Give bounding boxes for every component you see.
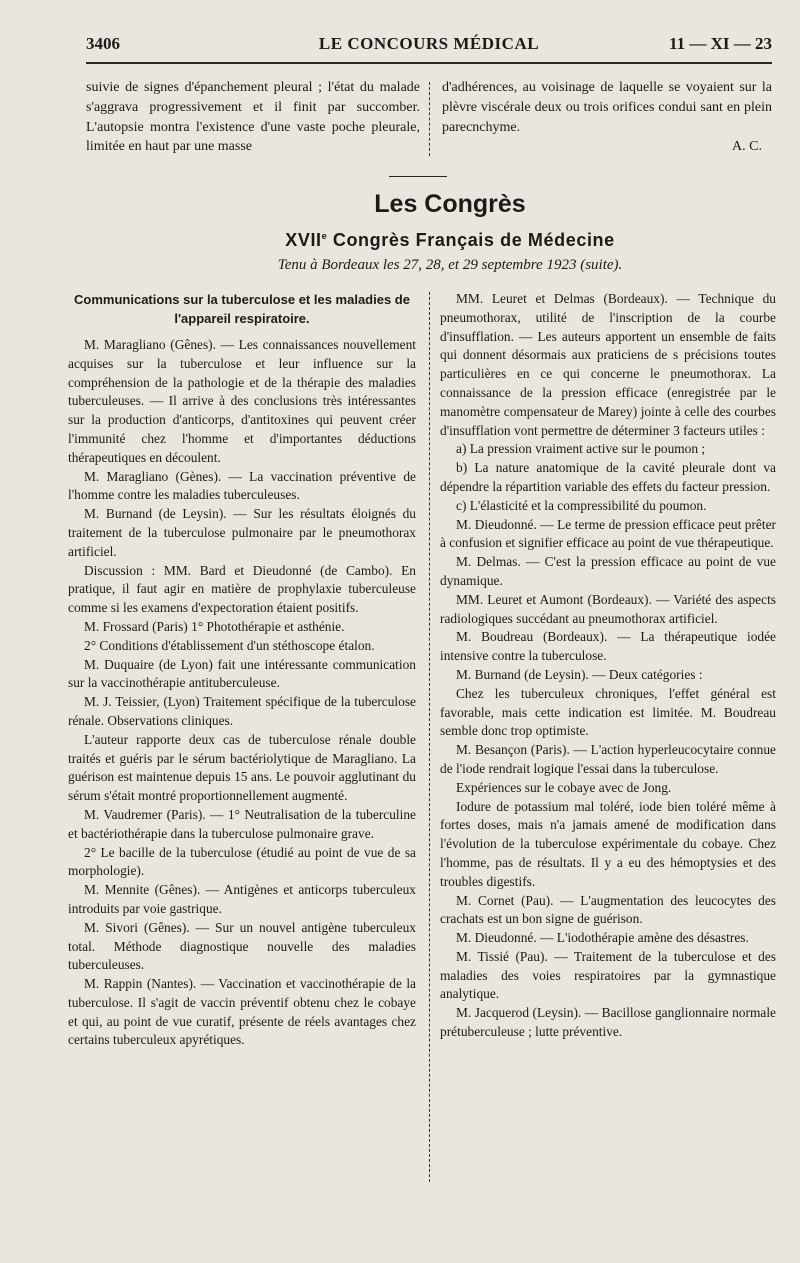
section-title: Les Congrès [374,190,526,218]
top-column-divider [429,82,431,156]
header-rule [86,62,772,64]
paragraph: M. Maragliano (Gènes). — La vaccination préventive de l'homme contre les maladies tuberculeuses. [68,468,416,503]
top-left-paragraph: suivie de signes d'épanchement pleural ; l'état du malade s'aggrava progressivement et il finit par succomber. L'autopsie montra l'existence d'une vaste poche pleurale, limitée en haut par une masse [86,80,420,155]
paragraph: Chez les tuberculeux chroniques, l'effet général est favorable, mais cette indication est limitée. M. Boudreau semble donc trop optimiste. [440,685,776,739]
left-column [68,290,416,1050]
issue-date: 11 — XI — 23 [669,34,772,53]
top-right-text [442,78,772,157]
paragraph: M. Rappin (Nantes). — Vaccination et vaccinothérapie de la tuberculose. Il s'agit de vaccin préventif obtenu chez le cobaye et qui, au point de vue curatif, présente de réels avantages chez certains tuberculeux apyrétiques. [68,976,416,1048]
paragraph: c) L'élasticité et la compressibilité du poumon. [456,497,707,513]
column-divider [429,292,431,1182]
paragraph: Expériences sur le cobaye avec de Jong. [456,779,672,795]
paragraph: M. Besançon (Paris). — L'action hyperleucocytaire connue de l'iode rendrait logique l'essai dans la tuberculose. [440,742,776,776]
top-left-text [86,78,420,157]
paragraph: Iodure de potassium mal toléré, iode bien toléré même à fortes doses, mais n'a jamais amené de modification dans l'évolution de la tuberculose expérimentale du cobaye. Chez l'homme, pas de résultats. Il y a eu des hémoptysies et des troubles digestifs. [440,798,776,889]
paragraph: b) La nature anatomique de la cavité pleurale dont va dépendre la répartition variable des effets du facteur pression. [440,460,776,494]
paragraph: M. Frossard (Paris) 1° Photothérapie et asthénie. [84,618,345,634]
paragraph: MM. Leuret et Aumont (Bordeaux). — Variété des aspects radiologiques succédant au pneumothorax artificiel. [440,591,776,626]
paragraph: M. Maragliano (Gênes). — Les connaissances nouvellement acquises sur la tuberculose et leur influence sur la compréhension de la pathologie et de la thérapie des maladies tuberculeuses. — Il arrive à des conclusions très intéressantes sur la production d'anticorps, d'antitoxines qui peuvent créer l'immunité chez l'homme et d'importantes déductions thérapeutiques en découlent. [68,337,416,465]
communications-heading: Communications sur la tuberculose et les maladies de l'appareil respiratoire. [74,292,410,326]
top-right-paragraph: d'adhérences, au voisinage de laquelle se voyaient sur la plèvre viscérale deux ou trois orifices condui sant en plein parecnchyme. [442,80,772,135]
congress-name: Congrès Français de Médecine [327,230,615,250]
paragraph: M. Vaudremer (Paris). — 1° Neutralisation de la tuberculine et bactériothérapie dans la tuberculose pulmonaire grave. [68,806,416,841]
meeting-info: Tenu à Bordeaux les 27, 28, et 29 septembre 1923 (suite). [277,257,623,273]
congress-title [150,230,750,251]
paragraph: M. Mennite (Gênes). — Antigènes et anticorps tuberculeux introduits par voie gastrique. [68,882,416,916]
paragraph: M. Tissié (Pau). — Traitement de la tuberculose et des maladies des voies respiratoires par la gymnastique analytique. [440,948,776,1002]
paragraph: 2° Conditions d'établissement d'un stéthoscope étalon. [84,637,375,653]
paragraph: M. Dieudonné. — L'iodothérapie amène des désastres. [456,930,749,946]
section-separator [389,176,447,177]
paragraph: MM. Leuret et Delmas (Bordeaux). — Technique du pneumothorax, utilité de l'inscription de la courbe d'insufflation. — Les auteurs apportent un ensemble de faits qui donnent désormais aux praticiens de s précisions toutes particulières en ce qui concerne le pneumothorax. La connaissance de la pression efficace (enregistrée par le manomètre compensateur de Marey) jointe à celle des courbes d'insufflation vont permettre de déterminer 3 facteurs utiles : [440,291,776,438]
paragraph: 2° Le bacille de la tuberculose (étudié au point de vue de sa morphologie). [68,844,416,879]
journal-title: LE CONCOURS MÉDICAL [318,34,540,53]
paragraph: M. Delmas. — C'est la pression efficace au point de vue dynamique. [440,554,776,588]
paragraph: M. Sivori (Gênes). — Sur un nouvel antigène tuberculeux total. Méthode diagnostique nouvelle des maladies tuberculeuses. [68,919,416,973]
paragraph: M. Burnand (de Leysin). — Deux catégories : [456,666,703,682]
paragraph: Discussion : MM. Bard et Dieudonné (de Cambo). En pratique, il faut agir en matière de prophylaxie tuberculeuse comme si les examens d'expectoration étaient positifs. [68,562,416,616]
paragraph: M. Boudreau (Bordeaux). — La thérapeutique iodée intensive contre la tuberculose. [440,629,776,664]
right-column [440,290,776,1042]
paragraph: a) La pression vraiment active sur le poumon ; [456,441,706,457]
page-header [86,34,772,60]
congress-ordinal-suffix: e [321,231,328,241]
paragraph: M. Jacquerod (Leysin). — Bacillose ganglionnaire normale prétuberculeuse ; lutte préventive. [440,1005,776,1040]
paragraph: L'auteur rapporte deux cas de tuberculose rénale double traités et guéris par le sérum bactériolytique de Maragliano. La guérison est maintenue depuis 15 ans. Le pouvoir agglutinant du sérum s'était montré proportionnellement augmenté. [68,731,416,804]
paragraph: M. Dieudonné. — Le terme de pression efficace peut prêter à confusion et signifier efficace au point de vue thérapeutique. [440,516,776,551]
paragraph: M. Duquaire (de Lyon) fait une intéressante communication sur la vaccinothérapie antituberculeuse. [68,656,416,691]
paragraph: M. J. Teissier, (Lyon) Traitement spécifique de la tuberculose rénale. Observations cliniques. [68,694,416,728]
paragraph: M. Cornet (Pau). — L'augmentation des leucocytes des crachats est un bon signe de guérison. [440,892,776,927]
page-number: 3406 [86,34,120,53]
author-signature: A. C. [732,139,762,155]
paragraph: M. Burnand (de Leysin). — Sur les résultats éloignés du traitement de la tuberculose pulmonaire par le pneumothorax artificiel. [68,506,416,559]
congress-number: XVII [285,230,322,250]
